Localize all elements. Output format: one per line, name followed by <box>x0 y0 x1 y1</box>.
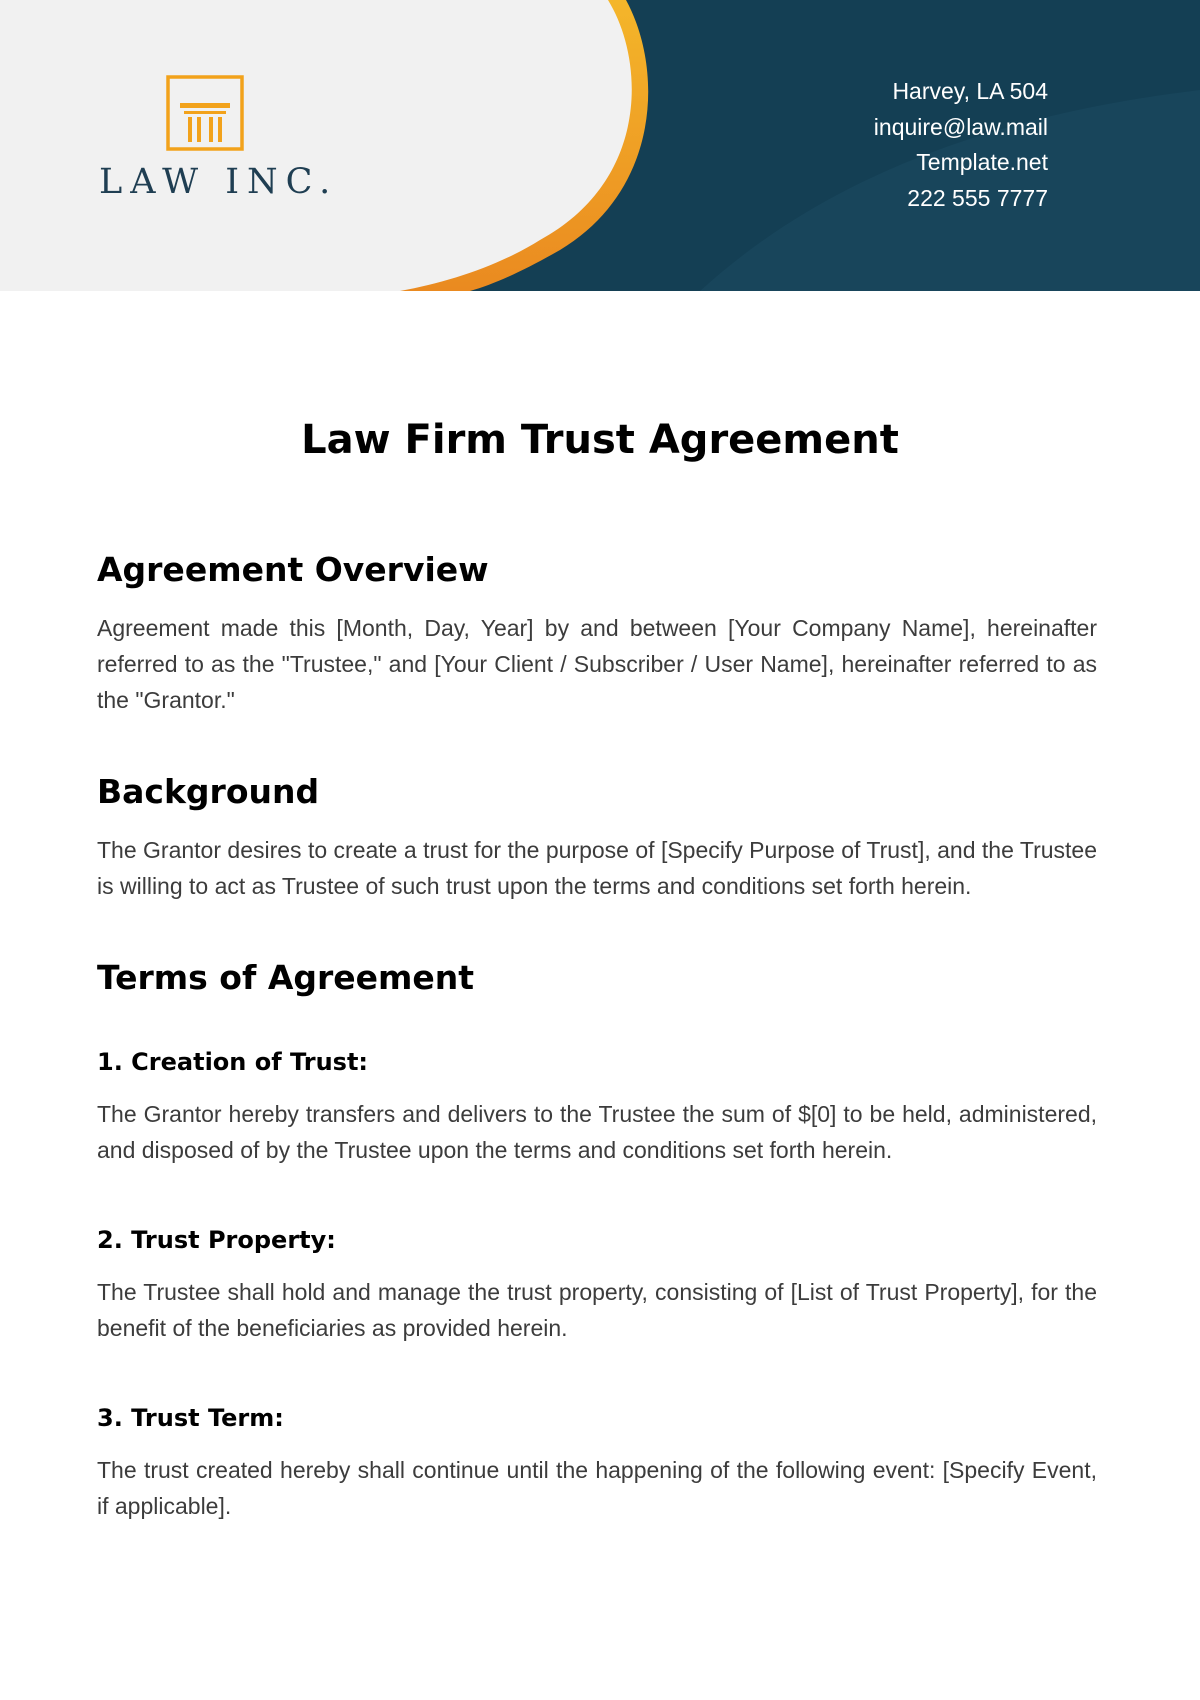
company-name: LAW INC. <box>99 162 339 202</box>
term-text-trust-term: The trust created hereby shall continue until the happening of the following event: [Specify Event, if applicable]. <box>97 1457 1097 1519</box>
document-body <box>97 412 1097 1524</box>
term-heading-creation-of-trust: 1. Creation of Trust: <box>97 1048 369 1076</box>
company-logo <box>99 75 339 205</box>
section-heading-overview: Agreement Overview <box>97 550 489 589</box>
document-title: Law Firm Trust Agreement <box>301 417 899 463</box>
term-heading-trust-term: 3. Trust Term: <box>97 1404 284 1432</box>
contact-address: Harvey, LA 504 <box>892 78 1048 104</box>
contact-info <box>874 74 1048 216</box>
term-text-creation-of-trust: The Grantor hereby transfers and delivers to the Trustee the sum of $[0] to be held, administered, and disposed of by the Trustee upon the terms and conditions set forth herein. <box>97 1101 1097 1163</box>
letterhead <box>0 0 1200 291</box>
section-heading-background: Background <box>97 772 320 811</box>
section-heading-terms: Terms of Agreement <box>97 958 475 997</box>
contact-website[interactable]: Template.net <box>916 149 1048 175</box>
section-text-overview: Agreement made this [Month, Day, Year] by and between [Your Company Name], hereinafter referred to as the "Trustee," and [Your Client / Subscriber / User Name], hereinafter referred to as the "Grantor." <box>97 615 1097 713</box>
contact-email[interactable]: inquire@law.mail <box>873 113 1048 140</box>
pillar-icon <box>166 75 244 151</box>
contact-phone: 222 555 7777 <box>907 184 1048 211</box>
section-text-background: The Grantor desires to create a trust for the purpose of [Specify Purpose of Trust], and the Trustee is willing to act as Trustee of such trust upon the terms and conditions set forth herein. <box>97 837 1097 899</box>
term-heading-trust-property: 2. Trust Property: <box>97 1226 336 1254</box>
term-text-trust-property: The Trustee shall hold and manage the trust property, consisting of [List of Trust Property], for the benefit of the beneficiaries as provided herein. <box>97 1279 1097 1341</box>
